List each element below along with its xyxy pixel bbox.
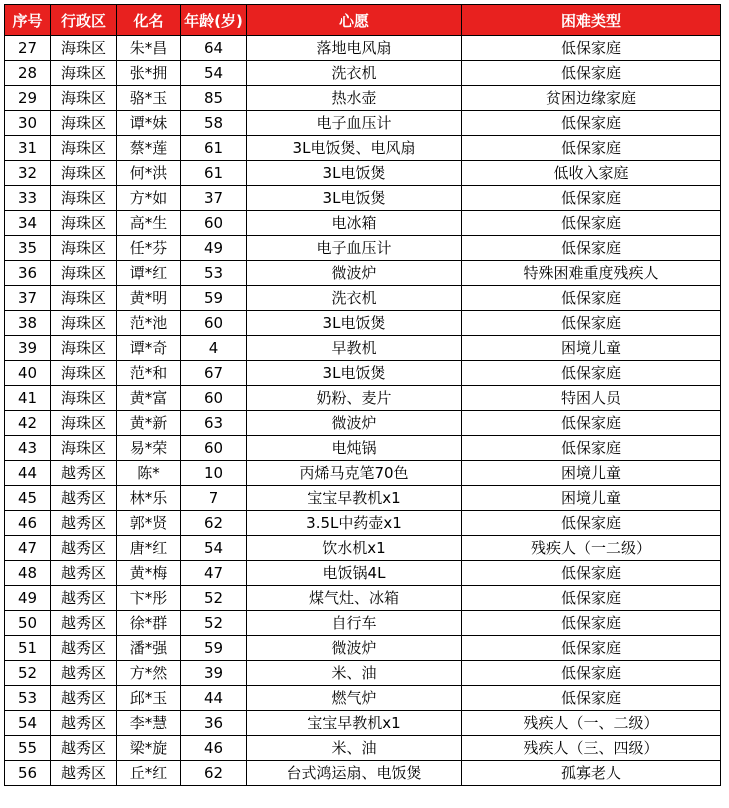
cell-index: 47 [5, 536, 51, 561]
cell-hardship-type: 孤寡老人 [462, 761, 721, 786]
table-row [5, 586, 721, 611]
cell-wish: 早教机 [247, 336, 462, 361]
table-body [5, 36, 721, 786]
cell-district: 海珠区 [51, 261, 117, 286]
cell-index: 31 [5, 136, 51, 161]
cell-district: 越秀区 [51, 761, 117, 786]
cell-index: 44 [5, 461, 51, 486]
table-row [5, 286, 721, 311]
cell-age: 37 [181, 186, 247, 211]
cell-alias: 范*和 [117, 361, 181, 386]
cell-alias: 谭*奇 [117, 336, 181, 361]
cell-hardship-type: 低保家庭 [462, 111, 721, 136]
cell-wish: 奶粉、麦片 [247, 386, 462, 411]
cell-hardship-type: 低保家庭 [462, 36, 721, 61]
cell-alias: 范*池 [117, 311, 181, 336]
cell-age: 47 [181, 561, 247, 586]
cell-index: 37 [5, 286, 51, 311]
cell-wish: 丙烯马克笔70色 [247, 461, 462, 486]
header-index: 序号 [5, 5, 51, 36]
cell-wish: 3L电饭煲 [247, 311, 462, 336]
table-row [5, 86, 721, 111]
cell-index: 48 [5, 561, 51, 586]
cell-alias: 黄*富 [117, 386, 181, 411]
cell-alias: 方*然 [117, 661, 181, 686]
table-row [5, 636, 721, 661]
cell-index: 52 [5, 661, 51, 686]
cell-district: 海珠区 [51, 236, 117, 261]
table-row [5, 461, 721, 486]
cell-alias: 蔡*莲 [117, 136, 181, 161]
table-row [5, 686, 721, 711]
cell-alias: 骆*玉 [117, 86, 181, 111]
cell-index: 43 [5, 436, 51, 461]
cell-age: 67 [181, 361, 247, 386]
cell-hardship-type: 低保家庭 [462, 211, 721, 236]
cell-alias: 邱*玉 [117, 686, 181, 711]
cell-index: 50 [5, 611, 51, 636]
cell-wish: 电饭锅4L [247, 561, 462, 586]
cell-district: 越秀区 [51, 511, 117, 536]
table-row [5, 561, 721, 586]
cell-age: 60 [181, 386, 247, 411]
cell-alias: 陈* [117, 461, 181, 486]
cell-district: 海珠区 [51, 436, 117, 461]
cell-age: 61 [181, 136, 247, 161]
cell-alias: 黄*新 [117, 411, 181, 436]
cell-index: 39 [5, 336, 51, 361]
cell-index: 46 [5, 511, 51, 536]
cell-alias: 林*乐 [117, 486, 181, 511]
table-row [5, 311, 721, 336]
table-row [5, 486, 721, 511]
cell-alias: 李*慧 [117, 711, 181, 736]
table-row [5, 661, 721, 686]
cell-hardship-type: 困境儿童 [462, 486, 721, 511]
cell-hardship-type: 低保家庭 [462, 236, 721, 261]
table-row [5, 111, 721, 136]
cell-district: 海珠区 [51, 161, 117, 186]
cell-wish: 饮水机x1 [247, 536, 462, 561]
cell-wish: 3L电饭煲 [247, 161, 462, 186]
cell-alias: 易*荣 [117, 436, 181, 461]
cell-age: 36 [181, 711, 247, 736]
table-row [5, 436, 721, 461]
cell-alias: 梁*旋 [117, 736, 181, 761]
cell-hardship-type: 困境儿童 [462, 336, 721, 361]
cell-hardship-type: 低收入家庭 [462, 161, 721, 186]
cell-hardship-type: 低保家庭 [462, 361, 721, 386]
header-district: 行政区 [51, 5, 117, 36]
table-row [5, 236, 721, 261]
cell-age: 4 [181, 336, 247, 361]
table-row [5, 736, 721, 761]
table-row [5, 36, 721, 61]
cell-alias: 黄*梅 [117, 561, 181, 586]
cell-district: 越秀区 [51, 661, 117, 686]
cell-wish: 电子血压计 [247, 111, 462, 136]
cell-age: 52 [181, 611, 247, 636]
cell-wish: 米、油 [247, 736, 462, 761]
cell-district: 越秀区 [51, 561, 117, 586]
cell-wish: 3L电饭煲 [247, 186, 462, 211]
cell-district: 海珠区 [51, 286, 117, 311]
cell-hardship-type: 低保家庭 [462, 586, 721, 611]
cell-index: 35 [5, 236, 51, 261]
cell-age: 53 [181, 261, 247, 286]
cell-age: 49 [181, 236, 247, 261]
cell-district: 海珠区 [51, 311, 117, 336]
cell-alias: 潘*强 [117, 636, 181, 661]
table-row [5, 261, 721, 286]
cell-hardship-type: 贫困边缘家庭 [462, 86, 721, 111]
cell-alias: 方*如 [117, 186, 181, 211]
table-row [5, 61, 721, 86]
cell-age: 7 [181, 486, 247, 511]
cell-wish: 宝宝早教机x1 [247, 486, 462, 511]
cell-hardship-type: 低保家庭 [462, 311, 721, 336]
table-row [5, 536, 721, 561]
table-row [5, 161, 721, 186]
cell-district: 海珠区 [51, 186, 117, 211]
table-row [5, 411, 721, 436]
cell-district: 海珠区 [51, 336, 117, 361]
cell-age: 60 [181, 436, 247, 461]
cell-wish: 洗衣机 [247, 286, 462, 311]
cell-district: 越秀区 [51, 586, 117, 611]
cell-wish: 3L电饭煲、电风扇 [247, 136, 462, 161]
cell-index: 30 [5, 111, 51, 136]
cell-district: 越秀区 [51, 536, 117, 561]
cell-hardship-type: 低保家庭 [462, 661, 721, 686]
cell-wish: 宝宝早教机x1 [247, 711, 462, 736]
cell-hardship-type: 特困人员 [462, 386, 721, 411]
table-row [5, 361, 721, 386]
cell-index: 56 [5, 761, 51, 786]
cell-district: 海珠区 [51, 411, 117, 436]
cell-district: 越秀区 [51, 686, 117, 711]
cell-index: 55 [5, 736, 51, 761]
header-row [5, 5, 721, 36]
cell-wish: 电冰箱 [247, 211, 462, 236]
cell-index: 40 [5, 361, 51, 386]
table-row [5, 186, 721, 211]
cell-hardship-type: 低保家庭 [462, 686, 721, 711]
cell-age: 61 [181, 161, 247, 186]
cell-wish: 自行车 [247, 611, 462, 636]
cell-hardship-type: 低保家庭 [462, 636, 721, 661]
table-row [5, 336, 721, 361]
cell-index: 33 [5, 186, 51, 211]
cell-district: 越秀区 [51, 486, 117, 511]
cell-hardship-type: 低保家庭 [462, 436, 721, 461]
cell-district: 海珠区 [51, 386, 117, 411]
cell-district: 海珠区 [51, 136, 117, 161]
cell-age: 60 [181, 211, 247, 236]
cell-index: 38 [5, 311, 51, 336]
cell-district: 海珠区 [51, 211, 117, 236]
cell-district: 越秀区 [51, 636, 117, 661]
cell-age: 44 [181, 686, 247, 711]
cell-age: 54 [181, 536, 247, 561]
cell-hardship-type: 低保家庭 [462, 611, 721, 636]
cell-district: 海珠区 [51, 86, 117, 111]
table-row [5, 761, 721, 786]
cell-index: 36 [5, 261, 51, 286]
cell-hardship-type: 残疾人（一二级） [462, 536, 721, 561]
cell-index: 34 [5, 211, 51, 236]
cell-district: 越秀区 [51, 736, 117, 761]
cell-alias: 何*洪 [117, 161, 181, 186]
cell-index: 27 [5, 36, 51, 61]
cell-age: 62 [181, 511, 247, 536]
cell-hardship-type: 困境儿童 [462, 461, 721, 486]
cell-alias: 任*芬 [117, 236, 181, 261]
table-row [5, 386, 721, 411]
cell-age: 59 [181, 286, 247, 311]
cell-district: 海珠区 [51, 361, 117, 386]
cell-index: 51 [5, 636, 51, 661]
cell-wish: 微波炉 [247, 261, 462, 286]
cell-alias: 高*生 [117, 211, 181, 236]
cell-alias: 唐*红 [117, 536, 181, 561]
cell-wish: 微波炉 [247, 636, 462, 661]
cell-wish: 洗衣机 [247, 61, 462, 86]
header-alias: 化名 [117, 5, 181, 36]
cell-hardship-type: 特殊困难重度残疾人 [462, 261, 721, 286]
cell-age: 10 [181, 461, 247, 486]
cell-alias: 黄*明 [117, 286, 181, 311]
cell-age: 64 [181, 36, 247, 61]
table-row [5, 511, 721, 536]
cell-index: 49 [5, 586, 51, 611]
cell-wish: 3.5L中药壶x1 [247, 511, 462, 536]
cell-district: 越秀区 [51, 711, 117, 736]
cell-age: 52 [181, 586, 247, 611]
cell-wish: 米、油 [247, 661, 462, 686]
header-hardship-type: 困难类型 [462, 5, 721, 36]
cell-index: 32 [5, 161, 51, 186]
cell-index: 42 [5, 411, 51, 436]
cell-hardship-type: 低保家庭 [462, 561, 721, 586]
wish-list-table [4, 4, 721, 786]
table-row [5, 211, 721, 236]
cell-alias: 卞*彤 [117, 586, 181, 611]
cell-age: 54 [181, 61, 247, 86]
cell-age: 39 [181, 661, 247, 686]
cell-hardship-type: 残疾人（三、四级） [462, 736, 721, 761]
cell-hardship-type: 残疾人（一、二级） [462, 711, 721, 736]
cell-age: 63 [181, 411, 247, 436]
cell-wish: 电炖锅 [247, 436, 462, 461]
table-row [5, 611, 721, 636]
cell-age: 59 [181, 636, 247, 661]
cell-wish: 落地电风扇 [247, 36, 462, 61]
cell-wish: 微波炉 [247, 411, 462, 436]
cell-index: 28 [5, 61, 51, 86]
cell-district: 海珠区 [51, 111, 117, 136]
cell-hardship-type: 低保家庭 [462, 61, 721, 86]
header-age: 年龄(岁) [181, 5, 247, 36]
cell-hardship-type: 低保家庭 [462, 411, 721, 436]
cell-alias: 谭*红 [117, 261, 181, 286]
cell-alias: 丘*红 [117, 761, 181, 786]
cell-wish: 电子血压计 [247, 236, 462, 261]
cell-alias: 朱*昌 [117, 36, 181, 61]
cell-wish: 台式鸿运扇、电饭煲 [247, 761, 462, 786]
cell-wish: 燃气炉 [247, 686, 462, 711]
table-row [5, 136, 721, 161]
cell-hardship-type: 低保家庭 [462, 136, 721, 161]
cell-age: 85 [181, 86, 247, 111]
table-row [5, 711, 721, 736]
cell-age: 60 [181, 311, 247, 336]
cell-wish: 3L电饭煲 [247, 361, 462, 386]
cell-alias: 谭*妹 [117, 111, 181, 136]
header-wish: 心愿 [247, 5, 462, 36]
cell-district: 越秀区 [51, 611, 117, 636]
cell-district: 越秀区 [51, 461, 117, 486]
cell-age: 58 [181, 111, 247, 136]
cell-district: 海珠区 [51, 36, 117, 61]
cell-hardship-type: 低保家庭 [462, 286, 721, 311]
cell-index: 54 [5, 711, 51, 736]
cell-index: 29 [5, 86, 51, 111]
cell-index: 41 [5, 386, 51, 411]
cell-district: 海珠区 [51, 61, 117, 86]
cell-index: 45 [5, 486, 51, 511]
cell-hardship-type: 低保家庭 [462, 186, 721, 211]
cell-index: 53 [5, 686, 51, 711]
cell-alias: 张*拥 [117, 61, 181, 86]
cell-hardship-type: 低保家庭 [462, 511, 721, 536]
cell-wish: 热水壶 [247, 86, 462, 111]
cell-age: 62 [181, 761, 247, 786]
cell-wish: 煤气灶、冰箱 [247, 586, 462, 611]
cell-age: 46 [181, 736, 247, 761]
cell-alias: 徐*群 [117, 611, 181, 636]
cell-alias: 郭*贤 [117, 511, 181, 536]
